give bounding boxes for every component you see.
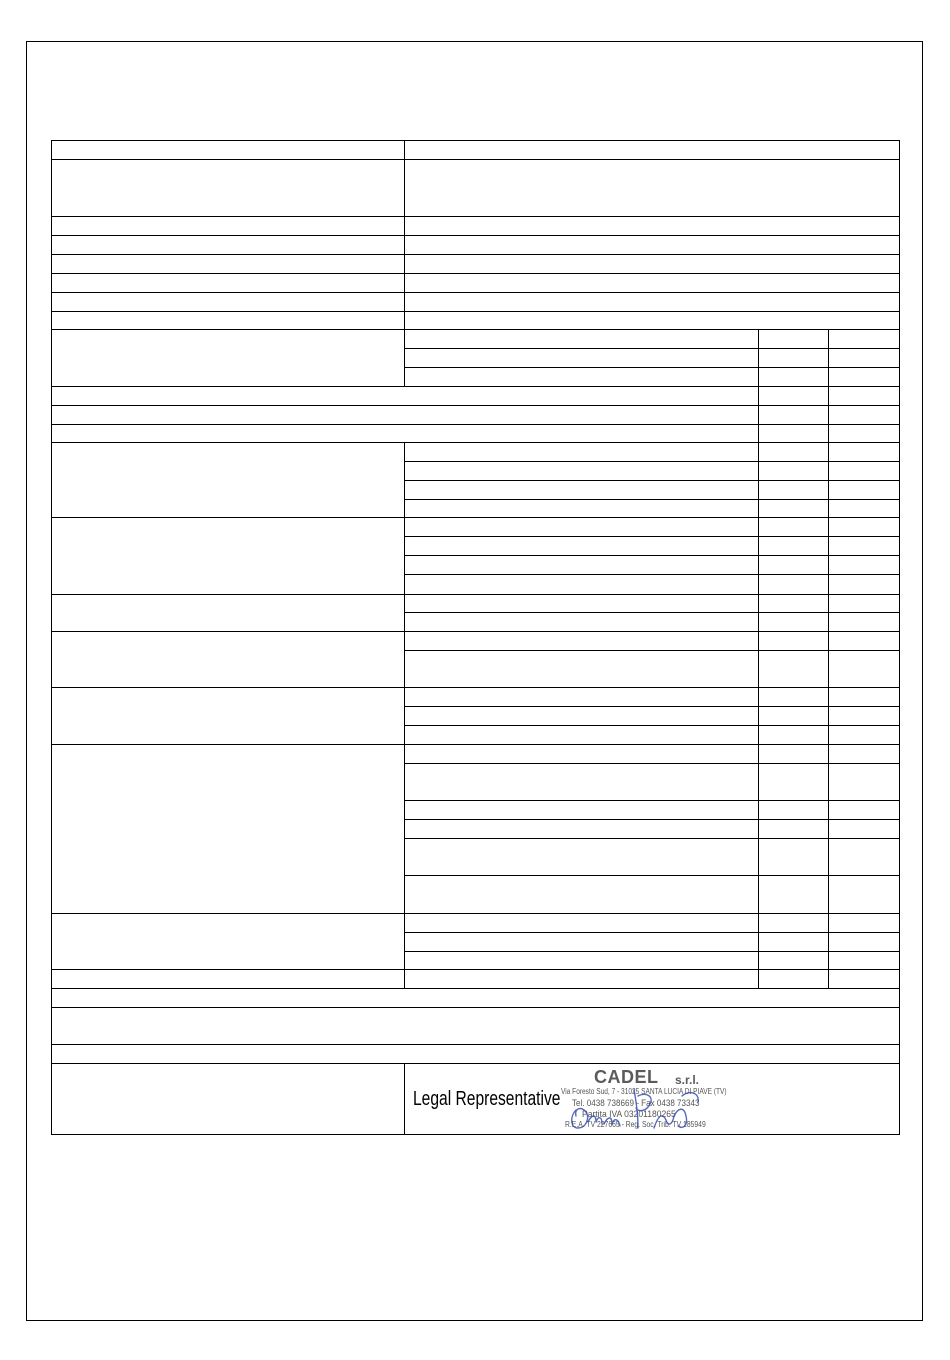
stamp-phone: Tel. 0438 738669 - Fax 0438 73343: [572, 1098, 700, 1109]
stamp-registry: R.E.A. TV 227665 - Reg. Soc. Trib. TV 185949: [565, 1120, 706, 1129]
handwritten-signature: [562, 1072, 732, 1134]
stamp-vat: Partita IVA 03201180265: [582, 1109, 676, 1120]
stamp-company-name: CADEL: [594, 1067, 659, 1087]
table-outline: [52, 141, 900, 1135]
stamp-company-suffix: s.r.l.: [675, 1073, 700, 1087]
table-subrow-lines: [405, 349, 900, 952]
stamp-address: Via Foresto Sud, 7 - 31025 SANTA LUCIA DI PIAVE (TV): [561, 1087, 727, 1096]
table-row-lines: [52, 160, 900, 1064]
legal-representative-label: Legal Representative: [413, 1088, 561, 1110]
table-column-lines: [405, 141, 829, 1135]
